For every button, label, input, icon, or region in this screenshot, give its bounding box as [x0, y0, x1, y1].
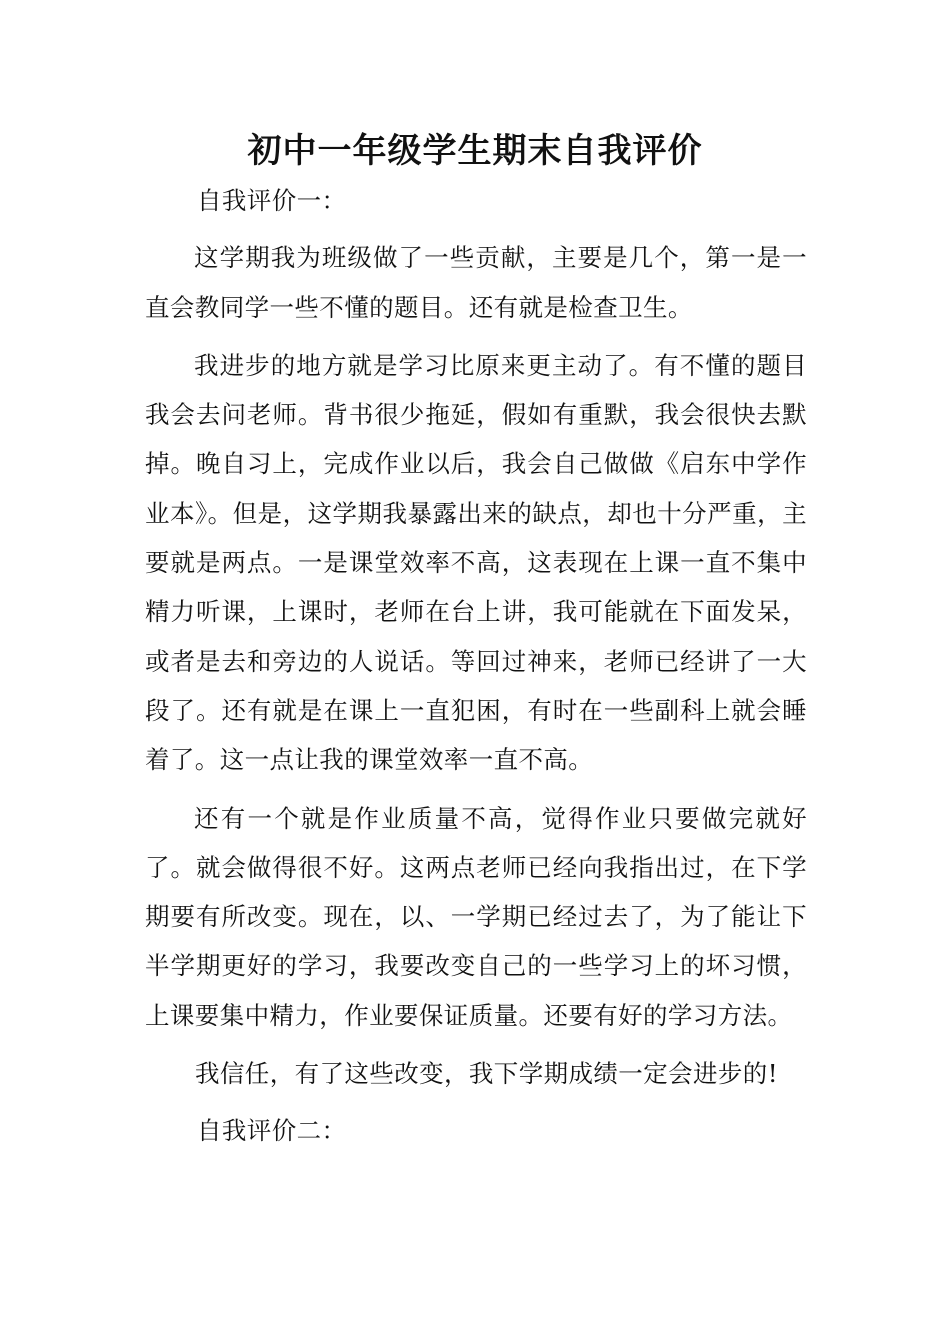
section-heading-2: 自我评价二： — [197, 1116, 347, 1146]
closing-statement: 我信任，有了这些改变，我下学期成绩一定会进步的! — [195, 1059, 778, 1089]
document-title: 初中一年级学生期末自我评价 — [247, 131, 703, 171]
paragraph-2: 我进步的地方就是学习比原来更主动了。有不懂的题目我会去问老师。背书很少拖延，假如有重默，我会很快去默掉。晚自习上，完成作业以后，我会自己做做《启东中学作业本》。但是，这学期我暴露出来的缺点，却也十分严重，主要就是两点。一是课堂效率不高，这表现在上课一直不集中精力听课，上课时，老师在台上讲，我可能就在下面发呆，或者是去和旁边的人说话。等回过神来，老师已经讲了一大段了。还有就是在课上一直犯困，有时在一些副科上就会睡着了。这一点让我的课堂效率一直不高。 — [145, 350, 807, 775]
section-heading-1: 自我评价一： — [197, 186, 347, 215]
paragraph-1: 这学期我为班级做了一些贡献，主要是几个，第一是一直会教同学一些不懂的题目。还有就是检查卫生。 — [145, 243, 807, 322]
paragraph-3: 还有一个就是作业质量不高，觉得作业只要做完就好了。就会做得很不好。这两点老师已经向我指出过，在下学期要有所改变。现在，以、一学期已经过去了，为了能让下半学期更好的学习，我要改变自己的一些学习上的坏习惯，上课要集中精力，作业要保证质量。还要有好的学习方法。 — [145, 803, 807, 1030]
document-body — [145, 176, 807, 1164]
